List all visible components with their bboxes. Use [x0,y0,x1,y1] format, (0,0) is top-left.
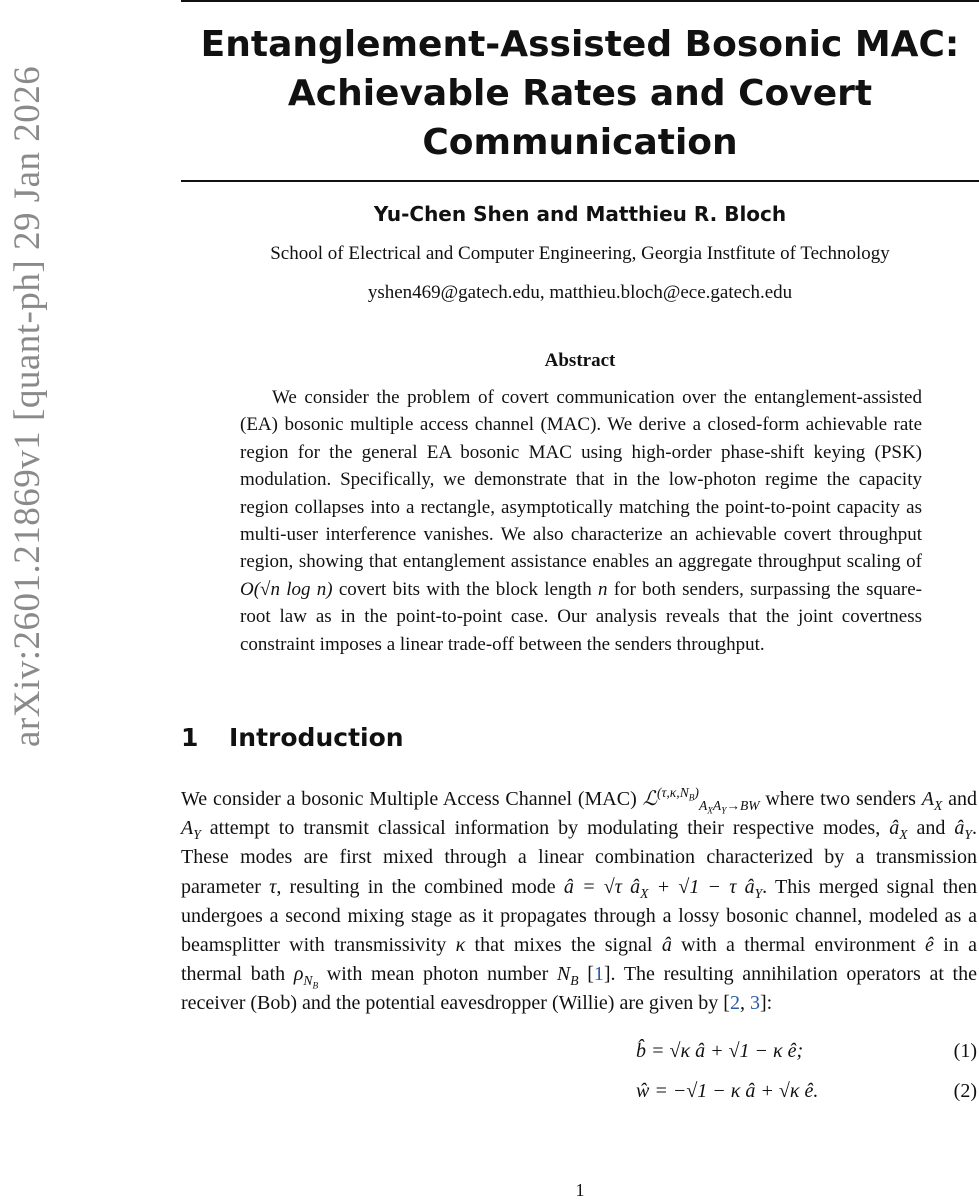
math-nb [556,963,579,989]
intro-text: where two senders [759,788,922,810]
equation-2 [181,1080,977,1110]
section-number: 1 [181,723,199,752]
math-ax [921,788,943,813]
math-expression: + √1 − τ â [648,875,755,898]
intro-text: , [739,992,750,1015]
math-symbol: â [954,817,965,840]
abstract-text [240,384,922,658]
equation-tag: (2) [953,1080,977,1102]
math-sub: A [698,798,708,813]
intro-text: . These modes are first mixed through a linear combination characterized by a transmission parameter [181,817,977,898]
citation-link[interactable]: 3 [749,992,760,1015]
math-kappa: κ [455,934,466,957]
intro-text: that mixes the signal [465,934,662,957]
intro-text: . This merged signal then undergoes a second mixing stage as it propagates through a lossy bosonic channel, modeled as a beamsplitter with transmissivity [181,875,978,957]
math-sub: Y [721,805,727,816]
intro-text: and [907,817,955,840]
intro-text: We consider a bosonic Multiple Access Channel (MAC) [181,788,643,810]
math-sup: (τ,κ,N [656,785,689,801]
math-symbol: â [889,817,900,840]
math-sub: B [570,973,579,989]
math-symbol: A [921,788,934,810]
math-hat-ax [889,817,908,843]
paper-title: Entanglement-Assisted Bosonic MAC: Achievable Rates and Covert Communication [200,24,960,163]
intro-text: ]. The resulting annihilation operators at the receiver (Bob) and the potential eavesdropper (Willie) are given by [ [181,963,977,1015]
math-sup: ) [694,785,699,801]
math-ay [181,817,201,843]
math-expression: â = √τ â [563,875,641,898]
abstract-text-part: We consider the problem of covert communication over the entanglement-assisted (EA) bosonic multiple access channel (MAC). We derive a closed-form achievable rate region for the general EA bosonic MAC using high-order phase-shift keying (PSK) modulation. Specifically, we demonstrate that in the low-photon regime the capacity region collapses into a rectangle, asymptotically matching the point-to-point capacity as multi-user interference vanishes. We also characterize an achievable covert throughput region, showing that entanglement assistance enables an aggregate throughput scaling of [240,387,922,573]
intro-text: with a thermal environment [671,934,926,957]
math-sub: B [688,793,695,804]
arxiv-identifier-stamp: arXiv:2601.21869v1 [quant-ph] 29 Jan 2026 [7,65,48,747]
equation-tag: (1) [953,1040,977,1062]
introduction-paragraph [181,785,977,1019]
math-sub: Y [193,827,201,843]
intro-text: [ [578,963,594,986]
intro-text: ]: [759,992,773,1015]
affiliation: School of Electrical and Computer Engineering, Georgia Instfitute of Technology [270,243,890,264]
citation-link[interactable]: 2 [729,992,740,1015]
math-n: n [597,578,608,600]
math-sub: N [303,973,313,989]
title-bottom-rule [181,180,979,182]
math-sub: Y [754,885,763,901]
math-sub: →BW [726,798,760,813]
abstract-heading: Abstract [544,350,616,371]
equation-expression: b̂ = √κ â + √1 − κ ê; [636,1040,804,1062]
math-symbol: ℒ [642,788,657,810]
title-top-rule [181,0,979,2]
math-rho [293,963,319,991]
math-scaling: O(√n log n) [240,578,333,600]
math-sub: B [312,980,319,991]
math-tau: τ [269,875,277,898]
intro-text: attempt to transmit classical information by modulating their respective modes, [200,817,890,840]
citation-link[interactable]: 1 [593,963,604,986]
math-symbol: A [181,817,194,840]
math-symbol: ρ [293,963,304,986]
abstract-text-part: for both senders, surpassing the square-root law as in the point-to-point case. Our analysis reveals that the joint covertness constraint imposes a linear trade-off between the senders throughput. [240,578,922,655]
intro-text: and [942,788,977,810]
math-sub: X [933,798,943,813]
author-emails: yshen469@gatech.edu, matthieu.bloch@ece.gatech.edu [367,282,793,303]
section-title: Introduction [229,723,404,752]
math-sub: X [707,805,713,816]
intro-text: in a thermal bath [181,934,977,986]
math-symbol: N [556,963,571,986]
math-sub: Y [964,827,972,843]
math-hat-a: â [661,934,672,957]
author-list: Yu-Chen Shen and Matthieu R. Bloch [373,202,787,226]
page-number: 1 [575,1180,585,1200]
math-mode-expression [563,875,763,901]
math-sub: X [899,827,908,843]
math-hat-e: ê [925,934,934,957]
section-heading [181,723,404,752]
math-sub: X [640,885,649,901]
equation-expression: ŵ = −√1 − κ â + √κ ê. [636,1080,819,1102]
math-sub: A [712,798,722,813]
intro-text: , resulting in the combined mode [276,875,564,898]
equation-1 [181,1040,977,1070]
abstract-text-part: covert bits with the block length [332,578,598,600]
math-hat-ay [954,817,972,843]
intro-text: with mean photon number [318,963,557,986]
math-channel [642,785,760,816]
